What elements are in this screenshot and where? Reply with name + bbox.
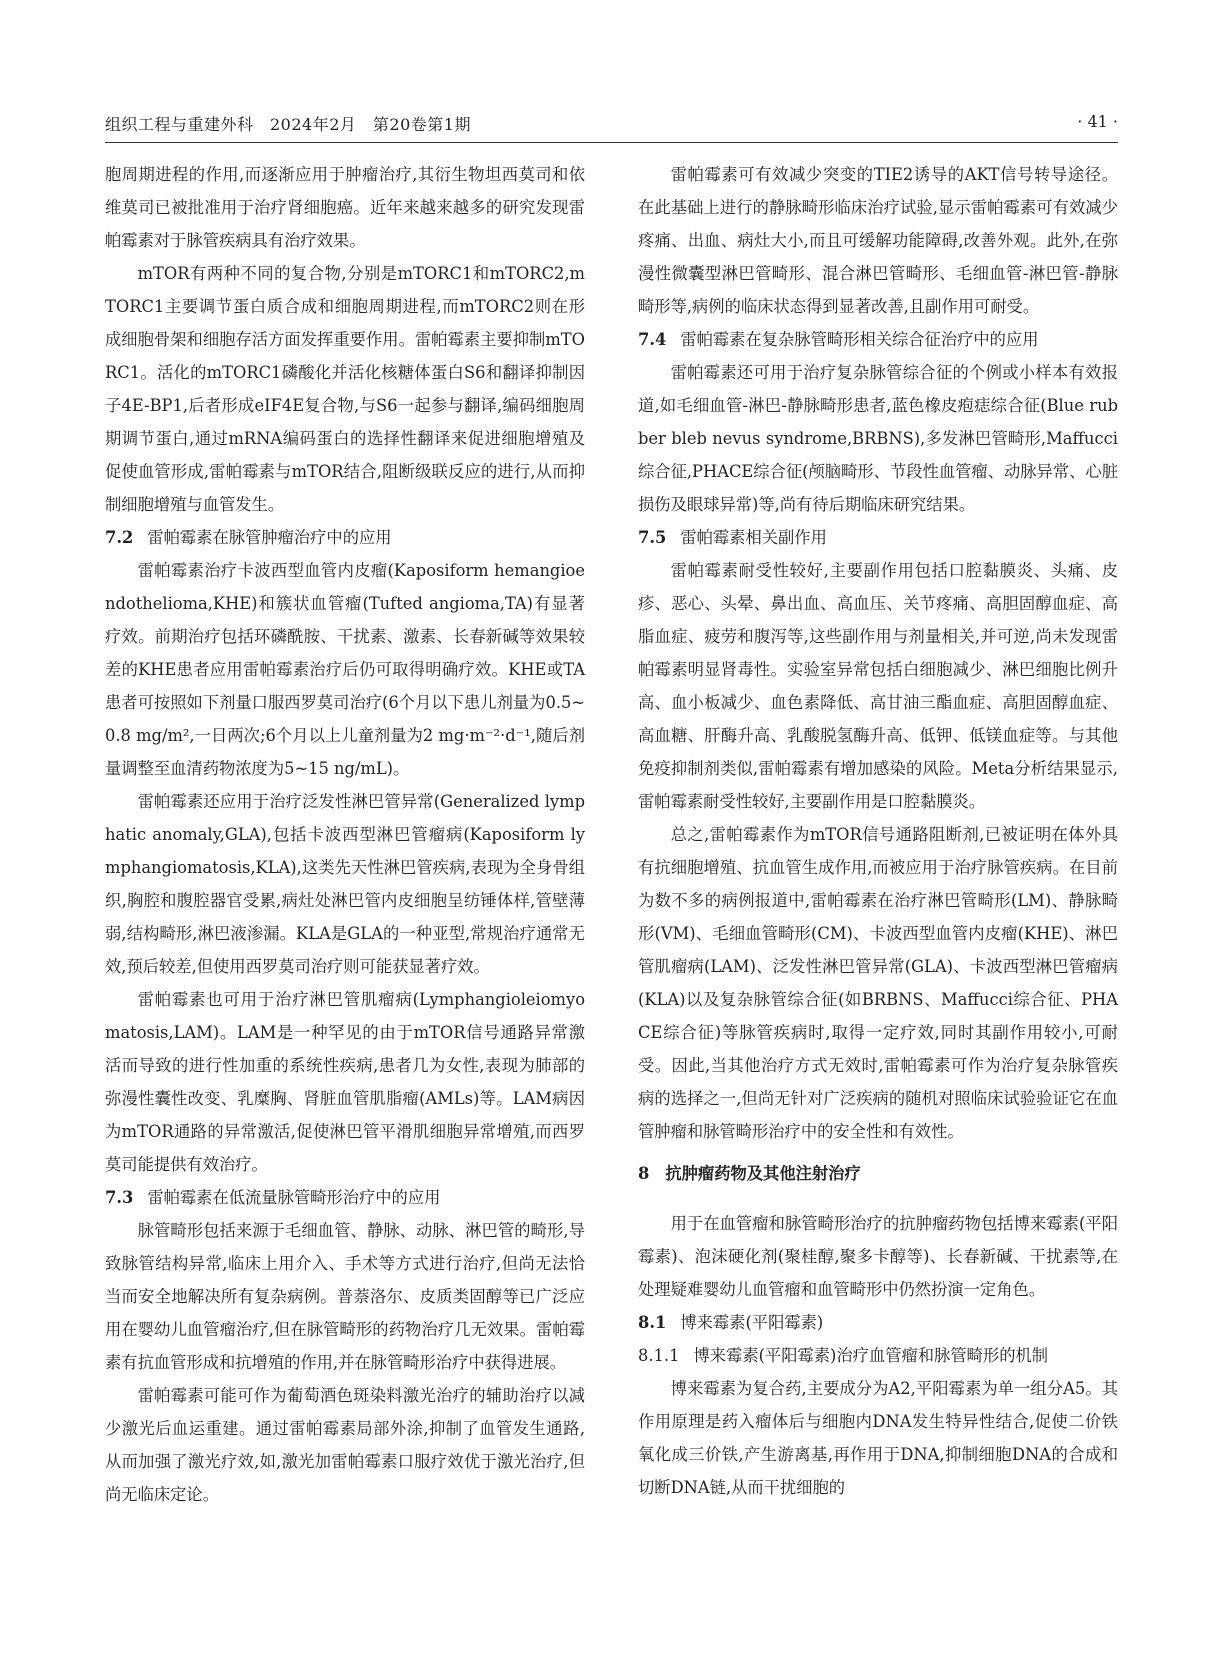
section-number: 7.2	[105, 528, 134, 547]
paragraph: mTOR有两种不同的复合物,分别是mTORC1和mTORC2,mTORC1主要调节蛋白质合成和细胞周期进程,而mTORC2则在形成细胞骨架和细胞存活方面发挥重要作用。雷帕霉素主要抑制mTORC1。活化的mTORC1磷酸化并活化核糖体蛋白S6和翻译抑制因子4E-BP1,后者形成eIF4E复合物,与S6一起参与翻译,编码细胞周期调节蛋白,通过mRNA编码蛋白的选择性翻译来促进细胞增殖及促使血管形成,雷帕霉素与mTOR结合,阻断级联反应的进行,从而抑制细胞增殖与血管发生。	[105, 264, 585, 514]
section-number: 8.1	[638, 1313, 667, 1332]
section-title: 雷帕霉素在脉管肿瘤治疗中的应用	[147, 528, 392, 547]
paragraph: 雷帕霉素耐受性较好,主要副作用包括口腔黏膜炎、头痛、皮疹、恶心、头晕、鼻出血、高血压、关节疼痛、高胆固醇血症、高脂血症、疲劳和腹泻等,这些副作用与剂量相关,并可逆,尚未发现雷帕霉素明显肾毒性。实验室异常包括白细胞减少、淋巴细胞比例升高、血小板减少、血色素降低、高甘油三酯血症、高胆固醇血症、高血糖、肝酶升高、乳酸脱氢酶升高、低钾、低镁血症等。与其他免疫抑制剂类似,雷帕霉素有增加感染的风险。Meta分析结果显示,雷帕霉素耐受性较好,主要副作用是口腔黏膜炎。	[638, 561, 1118, 811]
section-heading-8	[638, 1148, 1118, 1207]
section-number: 7.4	[638, 330, 667, 349]
paragraph: 脉管畸形包括来源于毛细血管、静脉、动脉、淋巴管的畸形,导致脉管结构异常,临床上用介入、手术等方式进行治疗,但尚无法恰当而安全地解决所有复杂病例。普萘洛尔、皮质类固醇等已广泛应用在婴幼儿血管瘤治疗,但在脉管畸形的药物治疗几无效果。雷帕霉素有抗血管形成和抗增殖的作用,并在脉管畸形治疗中获得进展。	[105, 1221, 585, 1372]
paragraph: 雷帕霉素还可用于治疗复杂脉管综合征的个例或小样本有效报道,如毛细血管-淋巴-静脉畸形患者,蓝色橡皮疱痣综合征(Blue rubber bleb nevus syndrome,BRBNS),多发淋巴管畸形,Maffucci综合征,PHACE综合征(颅脑畸形、节段性血管瘤、动脉异常、心脏损伤及眼球异常)等,尚有待后期临床研究结果。	[638, 363, 1118, 514]
section-title: 博来霉素(平阳霉素)	[680, 1313, 824, 1332]
section-number: 8	[638, 1164, 650, 1183]
section-title: 雷帕霉素相关副作用	[680, 528, 827, 547]
paragraph: 博来霉素为复合药,主要成分为A2,平阳霉素为单一组分A5。其作用原理是药入瘤体后与细胞内DNA发生特异性结合,促使二价铁氧化成三价铁,产生游离基,再作用于DNA,抑制细胞DNA的合成和切断DNA链,从而干扰细胞的	[638, 1379, 1118, 1497]
paragraph: 雷帕霉素还应用于治疗泛发性淋巴管异常(Generalized lymphatic anomaly,GLA),包括卡波西型淋巴管瘤病(Kaposiform lymphangiomatosis,KLA),这类先天性淋巴管疾病,表现为全身骨组织,胸腔和腹腔器官受累,病灶处淋巴管内皮细胞呈纺锤体样,管壁薄弱,结构畸形,淋巴液渗漏。KLA是GLA的一种亚型,常规治疗通常无效,预后较差,但使用西罗莫司治疗则可能获显著疗效。	[105, 792, 585, 976]
page-number: · 41 ·	[1077, 112, 1118, 131]
paragraph: 用于在血管瘤和脉管畸形治疗的抗肿瘤药物包括博来霉素(平阳霉素)、泡沫硬化剂(聚桂醇,聚多卡醇等)、长春新碱、干扰素等,在处理疑难婴幼儿血管瘤和血管畸形中仍然扮演一定角色。	[638, 1214, 1118, 1299]
running-header	[105, 108, 1118, 143]
section-heading-7-4	[638, 323, 1118, 356]
section-heading-7-5	[638, 521, 1118, 554]
section-number: 8.1.1	[638, 1346, 680, 1365]
section-number: 7.5	[638, 528, 667, 547]
section-heading-7-2	[105, 521, 585, 554]
paragraph: 雷帕霉素治疗卡波西型血管内皮瘤(Kaposiform hemangioendothelioma,KHE)和簇状血管瘤(Tufted angioma,TA)有显著疗效。前期治疗包括环磷酰胺、干扰素、激素、长春新碱等效果较差的KHE患者应用雷帕霉素治疗后仍可取得明确疗效。KHE或TA患者可按照如下剂量口服西罗莫司治疗(6个月以下患儿剂量为0.5~0.8 mg/m²,一日两次;6个月以上儿童剂量为2 mg·m⁻²·d⁻¹,随后剂量调整至血清药物浓度为5~15 ng/mL)。	[105, 561, 585, 778]
paragraph: 雷帕霉素可有效减少突变的TIE2诱导的AKT信号转导途径。在此基础上进行的静脉畸形临床治疗试验,显示雷帕霉素可有效减少疼痛、出血、病灶大小,而且可缓解功能障碍,改善外观。此外,在弥漫性微囊型淋巴管畸形、混合淋巴管畸形、毛细血管-淋巴管-静脉畸形等,病例的临床状态得到显著改善,且副作用可耐受。	[638, 165, 1118, 316]
paragraph: 胞周期进程的作用,而逐渐应用于肿瘤治疗,其衍生物坦西莫司和依维莫司已被批准用于治疗肾细胞癌。近年来越来越多的研究发现雷帕霉素对于脉管疾病具有治疗效果。	[105, 165, 585, 250]
paragraph: 雷帕霉素也可用于治疗淋巴管肌瘤病(Lymphangioleiomyomatosis,LAM)。LAM是一种罕见的由于mTOR信号通路异常激活而导致的进行性加重的系统性疾病,患者几为女性,表现为肺部的弥漫性囊性改变、乳糜胸、肾脏血管肌脂瘤(AMLs)等。LAM病因为mTOR通路的异常激活,促使淋巴管平滑肌细胞异常增殖,而西罗莫司能提供有效治疗。	[105, 990, 585, 1174]
section-heading-7-3	[105, 1181, 585, 1214]
left-column	[105, 158, 585, 1511]
section-number: 7.3	[105, 1188, 134, 1207]
right-column	[638, 158, 1118, 1504]
section-title: 雷帕霉素在复杂脉管畸形相关综合征治疗中的应用	[680, 330, 1039, 349]
section-title: 博来霉素(平阳霉素)治疗血管瘤和脉管畸形的机制	[693, 1346, 1049, 1365]
section-heading-8-1-1	[638, 1339, 1118, 1372]
section-heading-8-1	[638, 1306, 1118, 1339]
section-title: 雷帕霉素在低流量脉管畸形治疗中的应用	[147, 1188, 441, 1207]
paragraph: 雷帕霉素可能可作为葡萄酒色斑染料激光治疗的辅助治疗以减少激光后血运重建。通过雷帕霉素局部外涂,抑制了血管发生通路,从而加强了激光疗效,如,激光加雷帕霉素口服疗效优于激光治疗,但尚无临床定论。	[105, 1386, 585, 1504]
paragraph: 总之,雷帕霉素作为mTOR信号通路阻断剂,已被证明在体外具有抗细胞增殖、抗血管生成作用,而被应用于治疗脉管疾病。在目前为数不多的病例报道中,雷帕霉素在治疗淋巴管畸形(LM)、静脉畸形(VM)、毛细血管畸形(CM)、卡波西型血管内皮瘤(KHE)、淋巴管肌瘤病(LAM)、泛发性淋巴管异常(GLA)、卡波西型淋巴管瘤病(KLA)以及复杂脉管综合征(如BRBNS、Maffucci综合征、PHACE综合征)等脉管疾病时,取得一定疗效,同时其副作用较小,可耐受。因此,当其他治疗方式无效时,雷帕霉素可作为治疗复杂脉管疾病的选择之一,但尚无针对广泛疾病的随机对照临床试验验证它在血管肿瘤和脉管畸形治疗中的安全性和有效性。	[638, 825, 1118, 1141]
journal-info: 组织工程与重建外科 2024年2月 第20卷第1期	[105, 115, 471, 134]
section-title: 抗肿瘤药物及其他注射治疗	[665, 1164, 861, 1183]
